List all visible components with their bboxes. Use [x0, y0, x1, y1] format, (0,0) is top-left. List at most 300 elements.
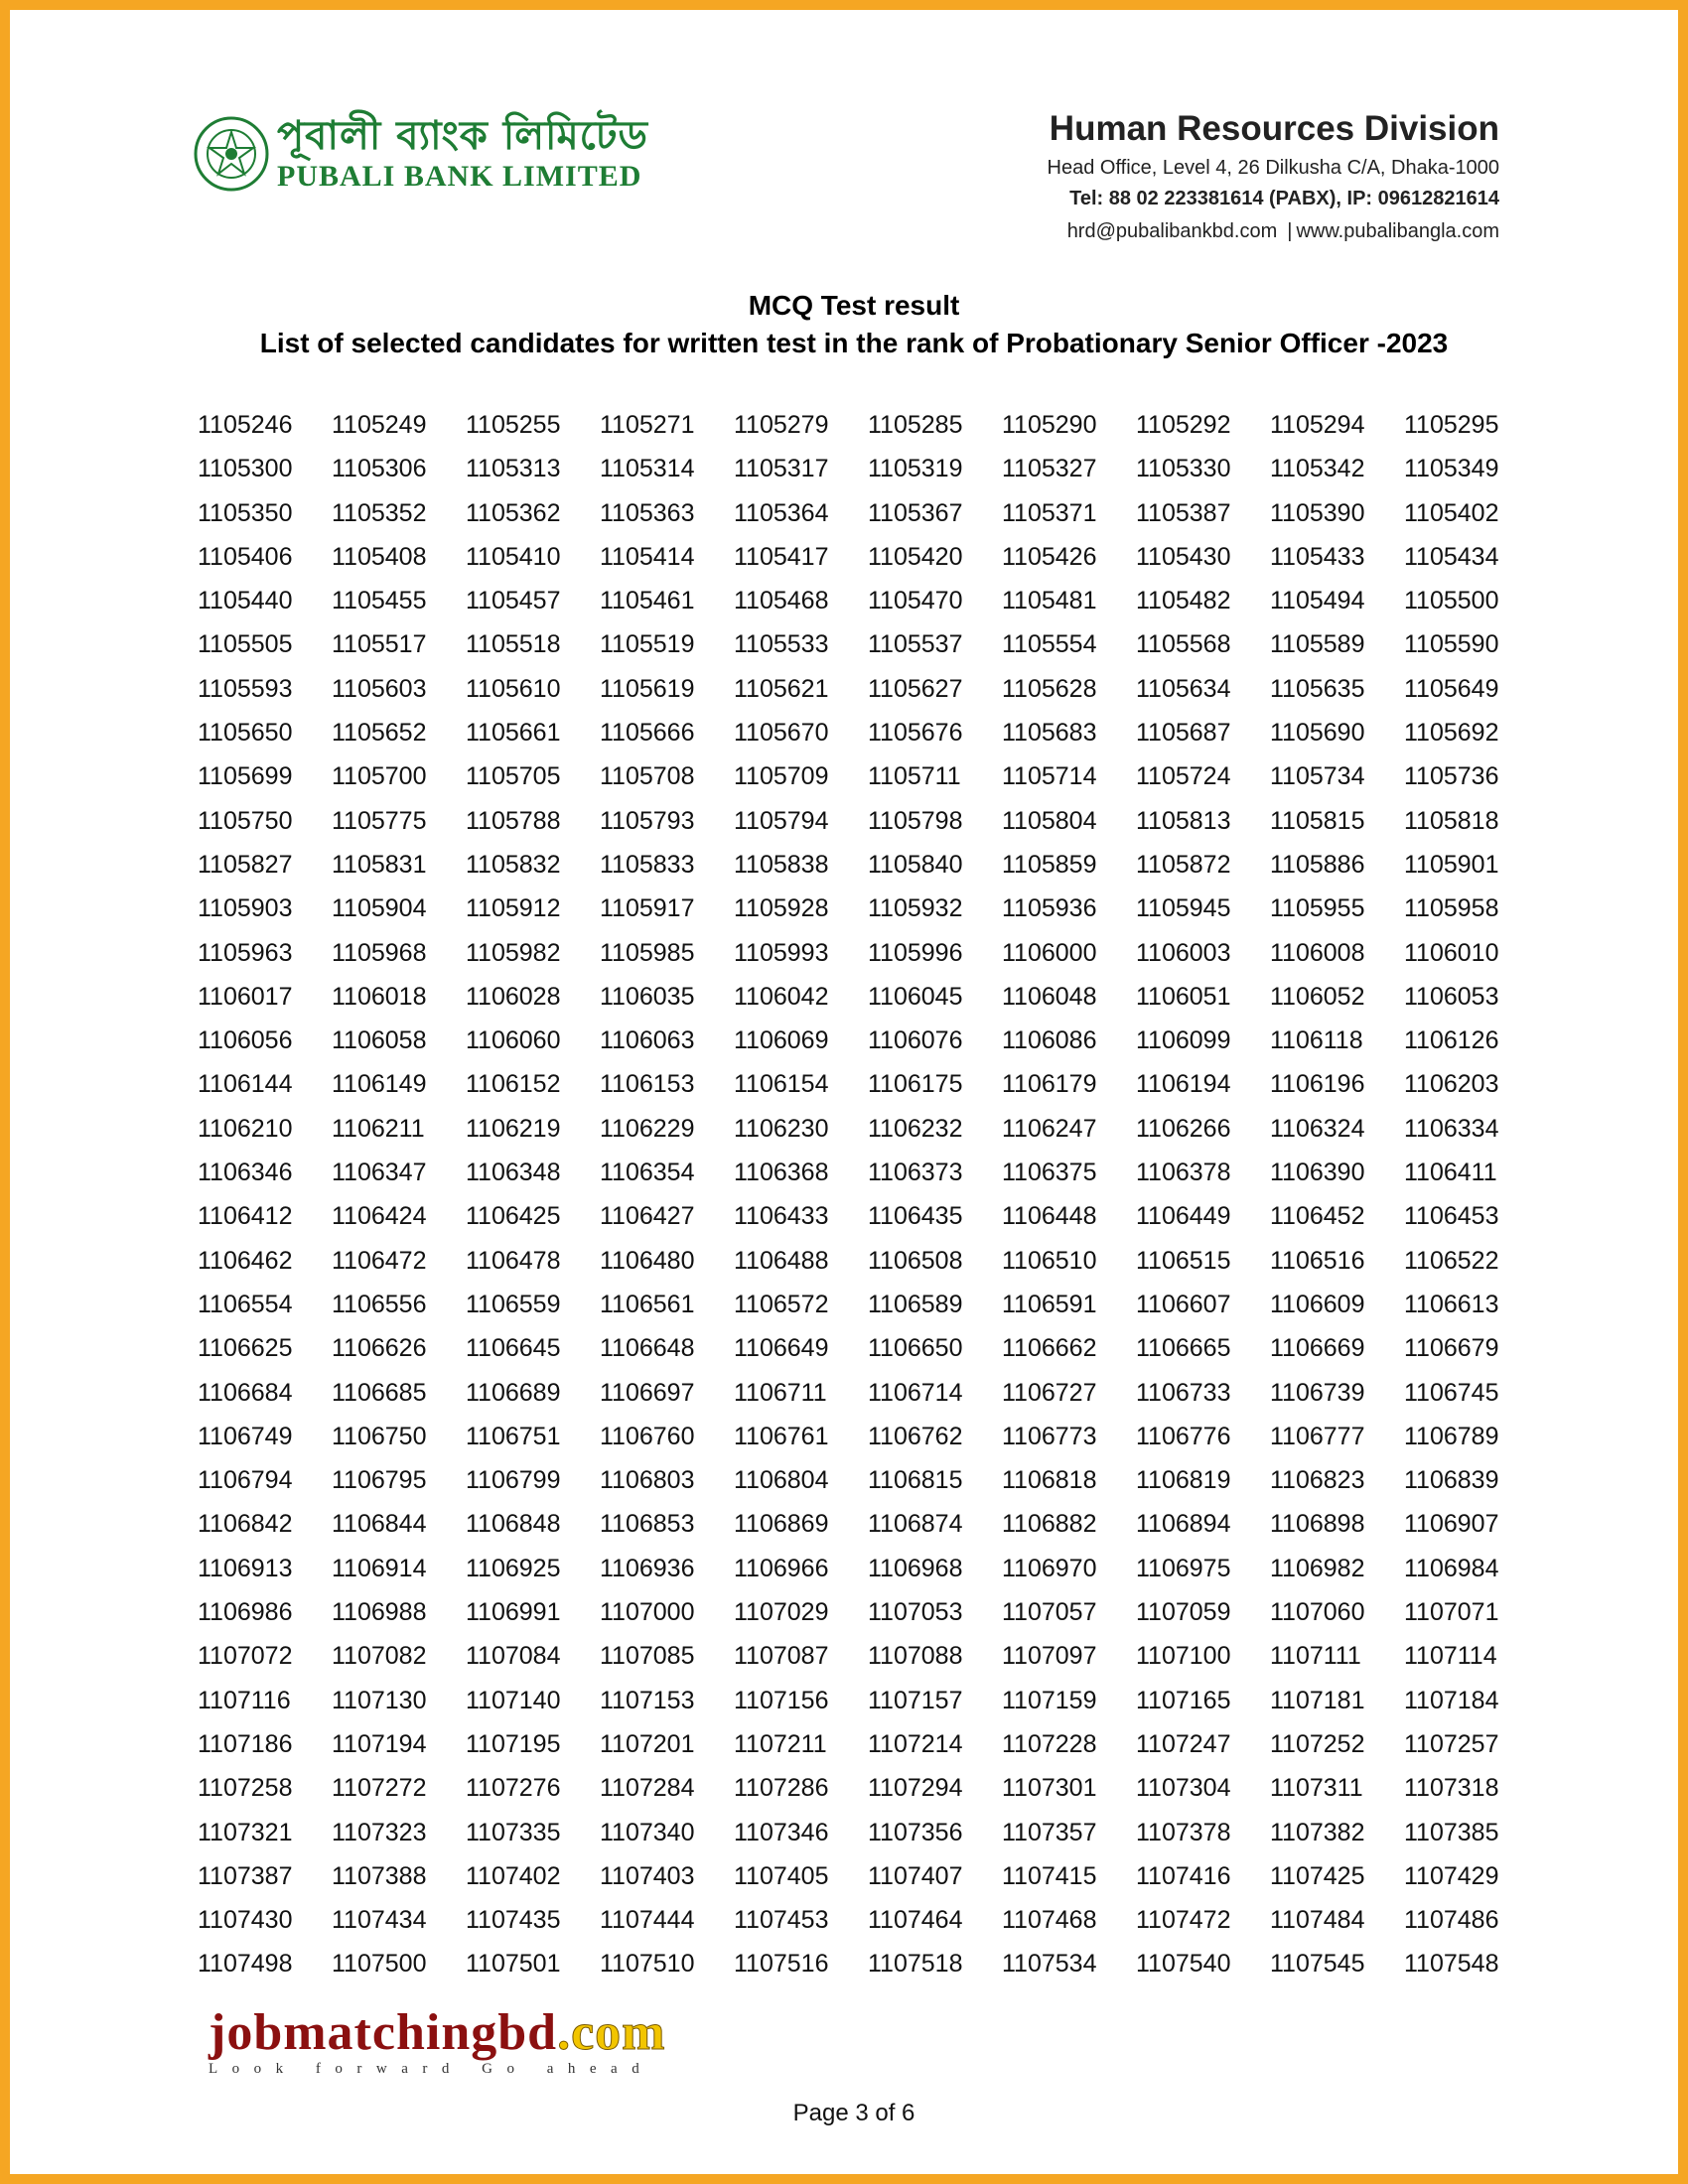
roll-number: 1105517 — [332, 630, 427, 659]
roll-number: 1107378 — [1136, 1818, 1231, 1846]
result-title: MCQ Test result — [748, 290, 960, 321]
roll-number: 1105831 — [332, 850, 427, 879]
roll-number: 1106510 — [1002, 1246, 1097, 1275]
bank-logo — [192, 114, 648, 194]
roll-number: 1106478 — [466, 1246, 561, 1275]
roll-number: 1105827 — [198, 850, 293, 879]
roll-number: 1106152 — [466, 1070, 561, 1099]
roll-number: 1106988 — [332, 1598, 427, 1627]
roll-number: 1106052 — [1270, 982, 1365, 1011]
roll-number: 1106727 — [1002, 1378, 1097, 1407]
roll-number: 1105271 — [600, 411, 695, 439]
roll-number: 1105903 — [198, 894, 293, 923]
roll-number: 1106794 — [198, 1466, 293, 1495]
roll-number: 1106689 — [466, 1378, 561, 1407]
roll-number: 1105634 — [1136, 674, 1231, 703]
roll-number: 1105709 — [734, 762, 829, 791]
roll-number: 1106684 — [198, 1378, 293, 1407]
roll-number: 1107385 — [1404, 1818, 1499, 1846]
roll-number: 1105734 — [1270, 762, 1365, 791]
document-titles — [10, 290, 1688, 359]
roll-number: 1105408 — [332, 542, 427, 571]
roll-number: 1107464 — [868, 1906, 963, 1935]
watermark-suffix: .com — [557, 2004, 666, 2061]
roll-number: 1107214 — [868, 1729, 963, 1758]
roll-number: 1107415 — [1002, 1861, 1097, 1890]
roll-number: 1106219 — [466, 1114, 561, 1143]
roll-number: 1106229 — [600, 1114, 695, 1143]
roll-number: 1106815 — [868, 1466, 963, 1495]
roll-number: 1106194 — [1136, 1070, 1231, 1099]
roll-number: 1105434 — [1404, 542, 1499, 571]
roll-number: 1106762 — [868, 1422, 963, 1450]
roll-number: 1105279 — [734, 411, 829, 439]
roll-number: 1105290 — [1002, 411, 1097, 439]
roll-number: 1105363 — [600, 498, 695, 527]
roll-number: 1105670 — [734, 719, 829, 748]
roll-number: 1106799 — [466, 1466, 561, 1495]
roll-number: 1107258 — [198, 1774, 293, 1803]
roll-number: 1107084 — [466, 1642, 561, 1671]
roll-number: 1106488 — [734, 1246, 829, 1275]
roll-number: 1105621 — [734, 674, 829, 703]
roll-number: 1106424 — [332, 1202, 427, 1231]
roll-number: 1105963 — [198, 938, 293, 967]
roll-number: 1105788 — [466, 806, 561, 835]
roll-number: 1106211 — [332, 1114, 425, 1143]
roll-number: 1106373 — [868, 1159, 963, 1187]
roll-number: 1105455 — [332, 587, 427, 615]
roll-number: 1105362 — [466, 498, 561, 527]
roll-number: 1106625 — [198, 1334, 293, 1363]
roll-number: 1107340 — [600, 1818, 695, 1846]
roll-number: 1105932 — [868, 894, 963, 923]
roll-number: 1106008 — [1270, 938, 1365, 967]
roll-number: 1107387 — [198, 1861, 293, 1890]
roll-number: 1106053 — [1404, 982, 1499, 1011]
roll-number: 1105249 — [332, 411, 427, 439]
roll-number: 1106462 — [198, 1246, 293, 1275]
roll-number: 1106063 — [600, 1026, 695, 1055]
roll-number: 1105433 — [1270, 542, 1365, 571]
roll-number: 1107057 — [1002, 1598, 1097, 1627]
roll-number: 1106522 — [1404, 1246, 1499, 1275]
roll-number: 1105993 — [734, 938, 829, 967]
roll-number: 1107272 — [332, 1774, 427, 1803]
roll-number: 1106572 — [734, 1290, 829, 1318]
roll-number: 1105840 — [868, 850, 963, 879]
roll-number: 1105461 — [600, 587, 695, 615]
roll-number: 1107087 — [734, 1642, 829, 1671]
roll-number: 1106773 — [1002, 1422, 1097, 1450]
roll-number: 1105955 — [1270, 894, 1365, 923]
roll-number: 1106894 — [1136, 1510, 1231, 1539]
roll-number: 1107311 — [1270, 1774, 1363, 1803]
roll-number: 1107468 — [1002, 1906, 1097, 1935]
roll-number: 1107429 — [1404, 1861, 1499, 1890]
roll-number: 1106375 — [1002, 1159, 1097, 1187]
roll-number: 1105500 — [1404, 587, 1499, 615]
roll-number: 1105813 — [1136, 806, 1231, 835]
roll-number: 1107323 — [332, 1818, 427, 1846]
roll-number: 1107140 — [466, 1686, 561, 1714]
roll-number: 1106448 — [1002, 1202, 1097, 1231]
bank-name-english: PUBALI BANK LIMITED — [277, 160, 642, 193]
watermark-tagline: Look forward Go ahead — [209, 2061, 654, 2077]
roll-number: 1105649 — [1404, 674, 1499, 703]
roll-number: 1105468 — [734, 587, 829, 615]
roll-number: 1107416 — [1136, 1861, 1231, 1890]
roll-number: 1105294 — [1270, 411, 1365, 439]
roll-number: 1105683 — [1002, 719, 1097, 748]
roll-number: 1105804 — [1002, 806, 1097, 835]
roll-number: 1106348 — [466, 1159, 561, 1187]
roll-number: 1105406 — [198, 542, 293, 571]
roll-number: 1106803 — [600, 1466, 695, 1495]
roll-number: 1106968 — [868, 1554, 963, 1582]
roll-number: 1107472 — [1136, 1906, 1231, 1935]
roll-number: 1105833 — [600, 850, 695, 879]
roll-number: 1106626 — [332, 1334, 427, 1363]
roll-number: 1106760 — [600, 1422, 695, 1450]
roll-number: 1106751 — [466, 1422, 561, 1450]
roll-number: 1106554 — [198, 1290, 293, 1318]
roll-number: 1107165 — [1136, 1686, 1231, 1714]
roll-number: 1107435 — [466, 1906, 561, 1935]
roll-number: 1105519 — [600, 630, 695, 659]
roll-number: 1106347 — [332, 1159, 427, 1187]
roll-number: 1106515 — [1136, 1246, 1231, 1275]
roll-number: 1105330 — [1136, 455, 1231, 483]
roll-number: 1105300 — [198, 455, 293, 483]
roll-number: 1107184 — [1404, 1686, 1499, 1714]
roll-number: 1106842 — [198, 1510, 293, 1539]
address-line: Head Office, Level 4, 26 Dilkusha C/A, Dhaka-1000 — [1047, 157, 1499, 179]
roll-number: 1106433 — [734, 1202, 829, 1231]
roll-number: 1105317 — [734, 455, 829, 483]
roll-number: 1106777 — [1270, 1422, 1365, 1450]
roll-number: 1106427 — [600, 1202, 695, 1231]
roll-number: 1105711 — [868, 762, 961, 791]
roll-number: 1106069 — [734, 1026, 829, 1055]
roll-number: 1107257 — [1404, 1729, 1499, 1758]
roll-number: 1105246 — [198, 411, 293, 439]
roll-number: 1107510 — [600, 1950, 695, 1979]
bank-seal-icon — [192, 114, 271, 194]
roll-number: 1107434 — [332, 1906, 427, 1935]
roll-number: 1106230 — [734, 1114, 829, 1143]
roll-number: 1107100 — [1136, 1642, 1231, 1671]
roll-number: 1106697 — [600, 1378, 695, 1407]
roll-number: 1105724 — [1136, 762, 1231, 791]
roll-number: 1105661 — [466, 719, 561, 748]
roll-number: 1107304 — [1136, 1774, 1231, 1803]
roll-number: 1106516 — [1270, 1246, 1365, 1275]
roll-number: 1105666 — [600, 719, 695, 748]
roll-number: 1105350 — [198, 498, 293, 527]
roll-number: 1106334 — [1404, 1114, 1499, 1143]
roll-number: 1106453 — [1404, 1202, 1499, 1231]
roll-number: 1106982 — [1270, 1554, 1365, 1582]
roll-number-grid — [198, 403, 1538, 1986]
roll-number: 1106853 — [600, 1510, 695, 1539]
roll-number: 1105470 — [868, 587, 963, 615]
roll-number: 1107097 — [1002, 1642, 1097, 1671]
roll-number: 1105838 — [734, 850, 829, 879]
roll-number: 1106650 — [868, 1334, 963, 1363]
roll-number: 1106882 — [1002, 1510, 1097, 1539]
roll-number: 1107407 — [868, 1861, 963, 1890]
roll-number: 1105705 — [466, 762, 561, 791]
roll-number: 1107453 — [734, 1906, 829, 1935]
roll-number: 1106048 — [1002, 982, 1097, 1011]
roll-number: 1105285 — [868, 411, 963, 439]
roll-number: 1105327 — [1002, 455, 1097, 483]
roll-number: 1107516 — [734, 1950, 829, 1979]
roll-number: 1107318 — [1404, 1774, 1499, 1803]
roll-number: 1105619 — [600, 674, 695, 703]
roll-number: 1106010 — [1404, 938, 1499, 967]
roll-number: 1105958 — [1404, 894, 1499, 923]
email-link[interactable]: hrd@pubalibankbd.com — [1066, 220, 1278, 242]
roll-number: 1107181 — [1270, 1686, 1365, 1714]
roll-number: 1107029 — [734, 1598, 829, 1627]
roll-number: 1106472 — [332, 1246, 427, 1275]
roll-number: 1106844 — [332, 1510, 427, 1539]
letterhead-contact — [1048, 109, 1499, 243]
roll-number: 1105568 — [1136, 630, 1231, 659]
roll-number: 1107159 — [1002, 1686, 1097, 1714]
roll-number: 1107276 — [466, 1774, 561, 1803]
roll-number: 1106028 — [466, 982, 561, 1011]
roll-number: 1107201 — [600, 1729, 695, 1758]
roll-number: 1106789 — [1404, 1422, 1499, 1450]
roll-number: 1106099 — [1136, 1026, 1231, 1055]
roll-number: 1105352 — [332, 498, 427, 527]
roll-number: 1106118 — [1270, 1026, 1363, 1055]
roll-number: 1107335 — [466, 1818, 561, 1846]
roll-number: 1105699 — [198, 762, 293, 791]
roll-number: 1106179 — [1002, 1070, 1097, 1099]
roll-number: 1105364 — [734, 498, 829, 527]
roll-number: 1105414 — [600, 542, 695, 571]
roll-number: 1106060 — [466, 1026, 561, 1055]
roll-number: 1107088 — [868, 1642, 963, 1671]
roll-number: 1106913 — [198, 1554, 293, 1582]
roll-number: 1105349 — [1404, 455, 1499, 483]
roll-number: 1107252 — [1270, 1729, 1365, 1758]
roll-number: 1107060 — [1270, 1598, 1365, 1627]
roll-number: 1107484 — [1270, 1906, 1365, 1935]
roll-number: 1106149 — [332, 1070, 427, 1099]
roll-number: 1106804 — [734, 1466, 829, 1495]
website-link[interactable]: www.pubalibangla.com — [1296, 220, 1499, 242]
bank-name-bangla: পূবালী ব্যাংক লিমিটেড — [277, 113, 648, 159]
roll-number: 1106017 — [198, 982, 293, 1011]
roll-number: 1107486 — [1404, 1906, 1499, 1935]
roll-number: 1107301 — [1002, 1774, 1097, 1803]
roll-number: 1105917 — [600, 894, 695, 923]
roll-number: 1106175 — [868, 1070, 963, 1099]
roll-number: 1106669 — [1270, 1334, 1365, 1363]
watermark-logo — [209, 2004, 666, 2078]
roll-number: 1106559 — [466, 1290, 561, 1318]
roll-number: 1107357 — [1002, 1818, 1097, 1846]
roll-number: 1107284 — [600, 1774, 695, 1803]
roll-number: 1107540 — [1136, 1950, 1231, 1979]
roll-number: 1105589 — [1270, 630, 1365, 659]
roll-number: 1105533 — [734, 630, 829, 659]
roll-number: 1107111 — [1270, 1642, 1361, 1671]
roll-number: 1106390 — [1270, 1159, 1365, 1187]
roll-number: 1106035 — [600, 982, 695, 1011]
roll-number: 1107382 — [1270, 1818, 1365, 1846]
roll-number: 1106051 — [1136, 982, 1231, 1011]
phone-line: Tel: 88 02 223381614 (PABX), IP: 09612821614 — [1069, 188, 1499, 209]
roll-number: 1105750 — [198, 806, 293, 835]
roll-number: 1106745 — [1404, 1378, 1499, 1407]
roll-number: 1105798 — [868, 806, 963, 835]
roll-number: 1105482 — [1136, 587, 1231, 615]
roll-number: 1107444 — [600, 1906, 695, 1935]
roll-number: 1105690 — [1270, 719, 1365, 748]
roll-number: 1106818 — [1002, 1466, 1097, 1495]
roll-number: 1106203 — [1404, 1070, 1499, 1099]
roll-number: 1107114 — [1404, 1642, 1497, 1671]
roll-number: 1105904 — [332, 894, 427, 923]
roll-number: 1106086 — [1002, 1026, 1097, 1055]
roll-number: 1107518 — [868, 1950, 963, 1979]
roll-number: 1105593 — [198, 674, 293, 703]
roll-number: 1106984 — [1404, 1554, 1499, 1582]
roll-number: 1105387 — [1136, 498, 1231, 527]
roll-number: 1106914 — [332, 1554, 427, 1582]
roll-number: 1106412 — [198, 1202, 293, 1231]
roll-number: 1106925 — [466, 1554, 561, 1582]
roll-number: 1105440 — [198, 587, 293, 615]
roll-number: 1105928 — [734, 894, 829, 923]
roll-number: 1107500 — [332, 1950, 427, 1979]
roll-number: 1106607 — [1136, 1290, 1231, 1318]
roll-number: 1106210 — [198, 1114, 293, 1143]
roll-number: 1106196 — [1270, 1070, 1365, 1099]
roll-number: 1105390 — [1270, 498, 1365, 527]
roll-number: 1106750 — [332, 1422, 427, 1450]
roll-number: 1107501 — [466, 1950, 561, 1979]
roll-number: 1106649 — [734, 1334, 829, 1363]
roll-number: 1106354 — [600, 1159, 695, 1187]
roll-number: 1107548 — [1404, 1950, 1499, 1979]
roll-number: 1106411 — [1404, 1159, 1497, 1187]
roll-number: 1106749 — [198, 1422, 293, 1450]
roll-number: 1107156 — [734, 1686, 829, 1714]
roll-number: 1105736 — [1404, 762, 1499, 791]
roll-number: 1106714 — [868, 1378, 963, 1407]
roll-number: 1105996 — [868, 938, 963, 967]
roll-number: 1105410 — [466, 542, 561, 571]
roll-number: 1107356 — [868, 1818, 963, 1846]
roll-number: 1107157 — [868, 1686, 963, 1714]
roll-number: 1107403 — [600, 1861, 695, 1890]
roll-number: 1107498 — [198, 1950, 293, 1979]
roll-number: 1105420 — [868, 542, 963, 571]
roll-number: 1106975 — [1136, 1554, 1231, 1582]
roll-number: 1106045 — [868, 982, 963, 1011]
roll-number: 1106324 — [1270, 1114, 1365, 1143]
roll-number: 1106679 — [1404, 1334, 1499, 1363]
roll-number: 1106556 — [332, 1290, 427, 1318]
roll-number: 1105426 — [1002, 542, 1097, 571]
roll-number: 1106000 — [1002, 938, 1097, 967]
roll-number: 1105901 — [1404, 850, 1499, 879]
roll-number: 1105457 — [466, 587, 561, 615]
roll-number: 1105603 — [332, 674, 427, 703]
roll-number: 1107405 — [734, 1861, 829, 1890]
roll-number: 1105367 — [868, 498, 963, 527]
roll-number: 1107000 — [600, 1598, 695, 1627]
roll-number: 1105815 — [1270, 806, 1365, 835]
roll-number: 1105342 — [1270, 455, 1365, 483]
roll-number: 1106435 — [868, 1202, 963, 1231]
roll-number: 1107294 — [868, 1774, 963, 1803]
roll-number: 1106589 — [868, 1290, 963, 1318]
roll-number: 1105985 — [600, 938, 695, 967]
roll-number: 1105610 — [466, 674, 561, 703]
roll-number: 1106591 — [1002, 1290, 1097, 1318]
roll-number: 1105912 — [466, 894, 561, 923]
roll-number: 1105832 — [466, 850, 561, 879]
roll-number: 1106823 — [1270, 1466, 1365, 1495]
roll-number: 1106839 — [1404, 1466, 1499, 1495]
roll-number: 1105554 — [1002, 630, 1097, 659]
roll-number: 1105936 — [1002, 894, 1097, 923]
roll-number: 1107071 — [1404, 1598, 1499, 1627]
roll-number: 1105430 — [1136, 542, 1231, 571]
roll-number: 1105292 — [1136, 411, 1231, 439]
roll-number: 1106898 — [1270, 1510, 1365, 1539]
roll-number: 1107321 — [198, 1818, 293, 1846]
roll-number: 1105700 — [332, 762, 427, 791]
roll-number: 1107195 — [466, 1729, 561, 1758]
roll-number: 1106936 — [600, 1554, 695, 1582]
roll-number: 1106986 — [198, 1598, 293, 1627]
roll-number: 1106153 — [600, 1070, 695, 1099]
roll-number: 1107085 — [600, 1642, 695, 1671]
roll-number: 1106378 — [1136, 1159, 1231, 1187]
roll-number: 1106425 — [466, 1202, 561, 1231]
roll-number: 1106874 — [868, 1510, 963, 1539]
result-subtitle: List of selected candidates for written test in the rank of Probationary Senior Officer -2023 — [259, 328, 1449, 358]
roll-number: 1106154 — [734, 1070, 829, 1099]
roll-number: 1105687 — [1136, 719, 1231, 748]
roll-number: 1105319 — [868, 455, 963, 483]
roll-number: 1106711 — [734, 1378, 827, 1407]
division-title: Human Resources Division — [1049, 109, 1499, 148]
roll-number: 1106508 — [868, 1246, 963, 1275]
roll-number: 1105628 — [1002, 674, 1097, 703]
roll-number: 1106346 — [198, 1159, 293, 1187]
roll-number: 1105402 — [1404, 498, 1499, 527]
roll-number: 1107430 — [198, 1906, 293, 1935]
roll-number: 1106232 — [868, 1114, 963, 1143]
roll-number: 1107130 — [332, 1686, 427, 1714]
roll-number: 1105794 — [734, 806, 829, 835]
roll-number: 1107534 — [1002, 1950, 1097, 1979]
roll-number: 1107545 — [1270, 1950, 1365, 1979]
roll-number: 1106776 — [1136, 1422, 1231, 1450]
roll-number: 1107072 — [198, 1642, 293, 1671]
roll-number: 1105714 — [1002, 762, 1097, 791]
